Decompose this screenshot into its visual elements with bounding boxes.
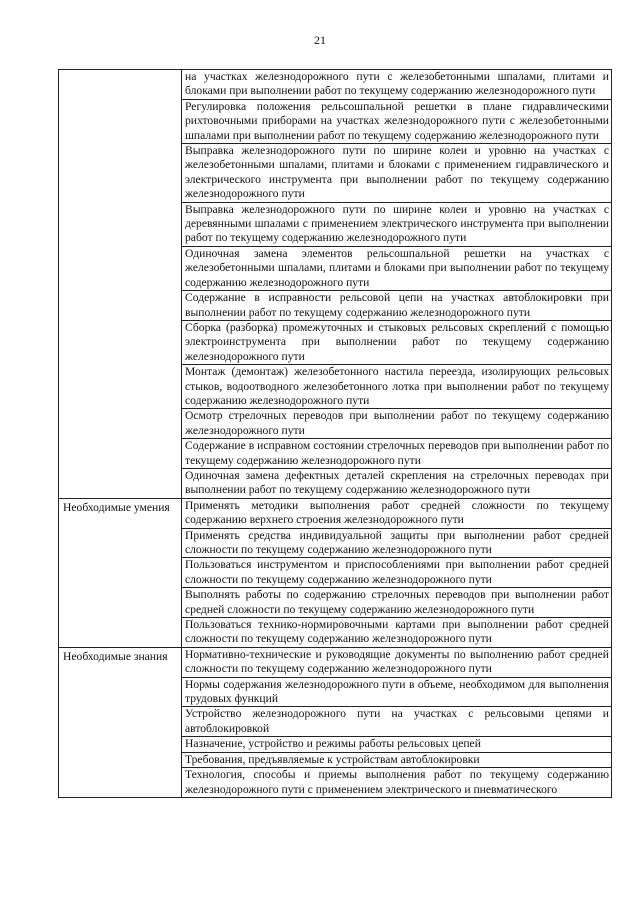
table-cell: Технология, способы и приемы выполнения работ по текущему содержанию железнодорожного пути с применением электрического и пневматического [182,768,612,798]
table-cell: на участках железнодорожного пути с железобетонными шпалами, плитами и блоками при выполнении работ по текущему содержанию железнодорожного пути [182,70,612,100]
table-cell: Содержание в исправности рельсовой цепи на участках автоблокировки при выполнении работ по текущему содержанию железнодорожного пути [182,291,612,321]
table-cell: Сборка (разборка) промежуточных и стыковых рельсовых скреплений с помощью электроинструмента при выполнении работ по текущему содержанию железнодорожного пути [182,320,612,364]
table-cell: Пользоваться инструментом и приспособлениями при выполнении работ средней сложности по текущему содержанию железнодорожного пути [182,558,612,588]
table-cell: Нормы содержания железнодорожного пути в объеме, необходимом для выполнения трудовых функций [182,677,612,707]
table-cell: Регулировка положения рельсошпальной решетки в плане гидравлическими рихтовочными приборами на участках железнодорожного пути с железобетонными шпалами при выполнении работ по текущему содержанию железнодорожного пути [182,99,612,143]
table-cell: Содержание в исправном состоянии стрелочных переводов при выполнении работ по текущему содержанию железнодорожного пути [182,439,612,469]
table-cell: Пользоваться технико-нормировочными картами при выполнении работ средней сложности по текущему содержанию железнодорожного пути [182,618,612,648]
table-cell: Выправка железнодорожного пути по ширине колеи и уровню на участках с железобетонными шпалами, плитами и блоками с применением гидравлического и электрического инструмента при выполнении работ по текущему содержанию железнодорожного пути [182,144,612,203]
table-cell: Осмотр стрелочных переводов при выполнении работ по текущему содержанию железнодорожного пути [182,409,612,439]
table-row [59,70,612,100]
table-cell: Требования, предъявляемые к устройствам автоблокировки [182,752,612,767]
competency-table [58,69,612,798]
table-cell: Назначение, устройство и режимы работы рельсовых цепей [182,737,612,752]
table-cell: Нормативно-технические и руководящие документы по выполнению работ средней сложности по текущему содержанию железнодорожного пути [182,647,612,677]
section-label: Необходимые знания [59,647,182,797]
table-cell: Применять методики выполнения работ средней сложности по текущему содержанию верхнего строения железнодорожного пути [182,498,612,528]
table-row [59,647,612,677]
table-cell: Выправка железнодорожного пути по ширине колеи и уровню на участках с деревянными шпалами с применением электрического инструмента при выполнении работ по текущему содержанию железнодорожного пути [182,202,612,246]
page-number: 21 [314,33,326,47]
section-label: Необходимые умения [59,498,182,647]
table-row [59,498,612,528]
table-cell: Монтаж (демонтаж) железобетонного настила переезда, изолирующих рельсовых стыков, водоотводного железобетонного лотка при выполнении работ по текущему содержанию железнодорожного пути [182,365,612,409]
table-cell: Одиночная замена дефектных деталей скрепления на стрелочных переводах при выполнении работ по текущему содержанию железнодорожного пути [182,468,612,498]
table-cell: Одиночная замена элементов рельсошпальной решетки на участках с железобетонными шпалами, плитами и блоками при выполнении работ по текущему содержанию железнодорожного пути [182,246,612,290]
section-label [59,70,182,499]
table-cell: Устройство железнодорожного пути на участках с рельсовыми цепями и автоблокировкой [182,707,612,737]
table-cell: Выполнять работы по содержанию стрелочных переводов при выполнении работ средней сложности по текущему содержанию железнодорожного пути [182,588,612,618]
table-cell: Применять средства индивидуальной защиты при выполнении работ средней сложности по текущему содержанию железнодорожного пути [182,528,612,558]
